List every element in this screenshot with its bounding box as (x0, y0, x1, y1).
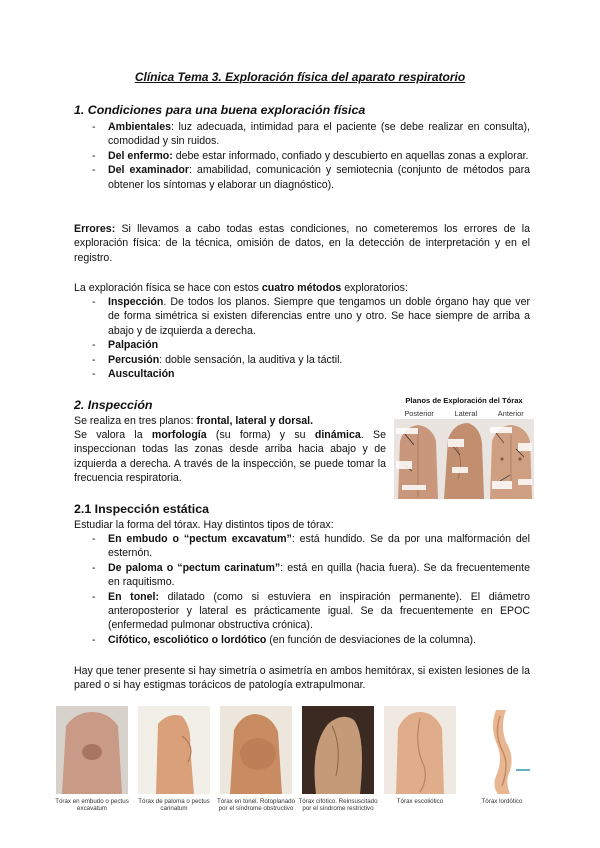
item-text: : está en quilla (hacia fuera). Se da frecuentemente en raquitismo. (108, 561, 530, 589)
errors-text: Si llevamos a cabo todas estas condiciones, no cometeremos los errores de la exploración física: de la técnica, omisión de datos, en la detección de interpretación y en el registro. (74, 223, 530, 264)
photo-caption: Tórax cifótico. Reinsuscitado por el síndrome restrictivo (298, 798, 378, 813)
item-term: Inspección (108, 296, 164, 308)
document-title: Clínica Tema 3. Exploración física del aparato respiratorio (134, 70, 466, 84)
methods-list (92, 295, 530, 381)
figure-labels (394, 409, 534, 418)
text: Se valora la (74, 429, 152, 441)
text: . Se inspeccionan todas las zonas desde arriba hacia abajo y de izquierda a derecha. A través de la inspección, se puede tomar la frecuencia respiratoria. (74, 429, 386, 485)
planes-bold: frontal, lateral y dorsal. (196, 415, 314, 427)
label-posterior: Posterior (404, 409, 434, 418)
section-1-heading: 1. Condiciones para una buena exploración física (74, 103, 366, 117)
errors-term: Errores: (74, 223, 116, 235)
item-term: Auscultación (108, 368, 175, 381)
inspection-paragraph (74, 428, 386, 486)
list-item (92, 532, 530, 561)
text: (su forma) y su (206, 429, 315, 441)
item-term: Palpación (108, 339, 159, 352)
thorax-types-photos (56, 706, 542, 826)
item-text: : luz adecuada, intimidad para el paciente (se debe realizar en consulta), comodidad y sin ruidos. (108, 121, 530, 148)
term-morfologia: morfología (151, 429, 207, 441)
list-item (92, 633, 530, 647)
thorax-planes-image (394, 419, 534, 499)
methods-intro-pre: La exploración física se hace con estos (74, 282, 262, 294)
item-term: Del enfermo: (108, 149, 173, 162)
photo-kyphotic (302, 706, 374, 794)
item-text: (en función de desviaciones de la columna). (266, 633, 476, 646)
section-2-1-heading: 2.1 Inspección estática (74, 502, 209, 516)
photo-caption: Tórax en embudo o pectus excavatum (55, 798, 129, 813)
item-term: En embudo o “pectum excavatum” (108, 533, 292, 545)
methods-intro (74, 281, 530, 295)
item-term: En tonel: (108, 590, 160, 603)
list-item (92, 353, 530, 367)
list-item (92, 367, 530, 381)
term-dinamica: dinámica (314, 429, 361, 441)
photo-caption: Tórax escoliótico (396, 798, 444, 805)
inspection-planes (74, 414, 386, 428)
item-text: : está hundido. Se da por una malformación del esternón. (108, 533, 531, 560)
methods-intro-bold: cuatro métodos (261, 282, 342, 294)
photo-scoliotic (384, 706, 456, 794)
item-text: : doble sensación, la auditiva y la táctil. (159, 353, 343, 366)
list-item (92, 338, 530, 352)
item-term: Ambientales (108, 121, 171, 133)
item-term: Del examinador (108, 164, 189, 177)
item-term: De paloma o “pectum carinatum” (108, 561, 281, 574)
conditions-list (92, 120, 530, 192)
photo-caption: Tórax en tonel. Rotoplanado por el síndrome obstructivo (216, 798, 296, 813)
photo-pectus-carinatum (138, 706, 210, 794)
methods-intro-post: exploratorios: (341, 282, 408, 294)
list-item (92, 120, 530, 149)
list-item (92, 590, 530, 633)
photo-pectus-excavatum (56, 706, 128, 794)
label-anterior: Anterior (497, 409, 524, 418)
item-term: Cifótico, escoliótico o lordótico (108, 633, 267, 646)
photo-barrel-chest (220, 706, 292, 794)
section-2-heading: 2. Inspección (74, 398, 153, 412)
list-item (92, 561, 530, 590)
item-text: : amabilidad, comunicación y semiotecnia (conjunto de métodos para obtener los síntomas y elaborar un diagnóstico). (108, 164, 530, 191)
figure-title: Planos de Exploración del Tórax (405, 396, 523, 405)
photo-lordotic (466, 706, 538, 794)
label-lateral: Lateral (454, 409, 478, 418)
closing-paragraph: Hay que tener presente si hay simetría o asimetría en ambos hemitórax, si existen lesiones de la pared o si hay estigmas torácicos de patología extrapulmonar. (74, 665, 530, 692)
item-term: Percusión (108, 353, 160, 366)
list-item (92, 149, 530, 163)
item-text: debe estar informado, confiado y descubierto en aquellas zonas a explorar. (172, 149, 529, 162)
list-item (92, 295, 530, 338)
thorax-types-list (92, 532, 530, 647)
planes-text: Se realiza en tres planos: (74, 415, 197, 427)
item-text: dilatado (como si estuviera en inspiración permanente). El diámetro anteroposterior y lateral es prácticamente igual. Se da frecuentemente en EPOC (enfermedad pulmonar obstructiva crónica). (108, 590, 530, 632)
list-item (92, 163, 530, 192)
photo-caption: Tórax lordótico (481, 798, 523, 805)
photo-caption: Tórax de paloma o pectus carinatum (138, 798, 210, 813)
errors-paragraph (74, 222, 530, 265)
item-text: . De todos los planos. Siempre que tengamos un doble órgano hay que ver de forma simétrica si existen diferencias entre uno y otro. Se hace siempre de arriba a abajo y de izquierda a derecha. (108, 296, 530, 337)
thorax-planes-figure (394, 396, 534, 500)
thorax-types-intro: Estudiar la forma del tórax. Hay distintos tipos de tórax: (74, 519, 334, 531)
